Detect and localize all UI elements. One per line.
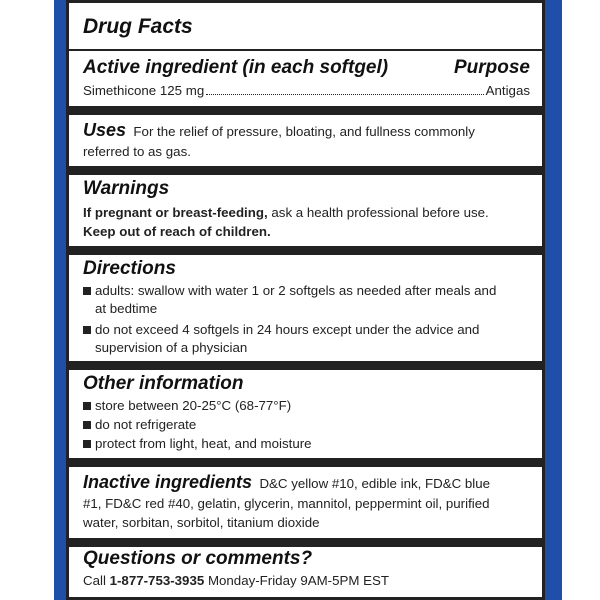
inactive-ingredients-section xyxy=(83,473,532,493)
directions-item-line2: supervision of a physician xyxy=(95,340,248,355)
uses-text-line2: referred to as gas. xyxy=(83,144,191,159)
divider xyxy=(69,361,542,370)
active-ingredient-purpose: Antigas xyxy=(485,83,530,98)
divider xyxy=(69,49,542,51)
other-item-text: store between 20-25°C (68-77°F) xyxy=(95,398,292,413)
uses-section xyxy=(83,121,532,141)
uses-text-line1: For the relief of pressure, bloating, and fullness commonly xyxy=(133,124,475,139)
warnings-pregnancy-bold: If pregnant or breast-feeding, xyxy=(83,205,268,220)
bullet-icon xyxy=(83,402,91,410)
purpose-heading: Purpose xyxy=(453,57,530,78)
directions-item-line2: at bedtime xyxy=(95,301,158,316)
divider xyxy=(69,106,542,115)
directions-item-line1: adults: swallow with water 1 or 2 softgels as needed after meals and xyxy=(95,283,497,298)
other-item-refrigerate xyxy=(83,416,532,434)
bullet-icon xyxy=(83,326,91,334)
warnings-pregnancy-text: ask a health professional before use. xyxy=(267,205,489,220)
divider xyxy=(69,246,542,255)
inactive-ingredients-line1: D&C yellow #10, edible ink, FD&C blue xyxy=(259,476,491,491)
questions-contact xyxy=(83,572,532,590)
questions-phone-number: 1-877-753-3935 xyxy=(109,573,205,588)
bullet-icon xyxy=(83,421,91,429)
other-information-heading: Other information xyxy=(83,373,244,394)
questions-heading: Questions or comments? xyxy=(83,548,313,569)
questions-call-prefix: Call xyxy=(83,573,110,588)
active-ingredient-heading: Active ingredient (in each softgel) xyxy=(83,57,389,78)
questions-hours: Monday-Friday 9AM-5PM EST xyxy=(204,573,389,588)
divider xyxy=(69,538,542,547)
directions-item-limit xyxy=(83,321,532,357)
warnings-line1 xyxy=(83,204,532,222)
directions-heading: Directions xyxy=(83,258,176,279)
drug-facts-title: Drug Facts xyxy=(83,15,193,38)
inactive-ingredients-line2: #1, FD&C red #40, gelatin, glycerin, mannitol, peppermint oil, purified xyxy=(83,496,490,511)
inactive-ingredients-heading: Inactive ingredients xyxy=(83,472,253,492)
warnings-heading: Warnings xyxy=(83,178,170,199)
drug-facts-panel xyxy=(66,0,545,600)
directions-item-line1: do not exceed 4 softgels in 24 hours except under the advice and xyxy=(95,322,480,337)
divider xyxy=(69,166,542,175)
uses-heading: Uses xyxy=(83,120,127,140)
other-item-text: do not refrigerate xyxy=(95,417,197,432)
inactive-ingredients-line3: water, sorbitan, sorbitol, titanium dioxide xyxy=(83,515,320,530)
bullet-icon xyxy=(83,440,91,448)
bullet-icon xyxy=(83,287,91,295)
active-ingredient-row xyxy=(83,83,530,101)
divider xyxy=(69,458,542,467)
dot-leader xyxy=(206,93,483,95)
active-ingredient-name: Simethicone 125 mg xyxy=(83,83,205,98)
other-item-protect xyxy=(83,435,532,453)
directions-item-adults xyxy=(83,282,532,318)
other-item-storage xyxy=(83,397,532,415)
other-item-text: protect from light, heat, and moisture xyxy=(95,436,312,451)
warnings-keep-out: Keep out of reach of children. xyxy=(83,224,271,239)
